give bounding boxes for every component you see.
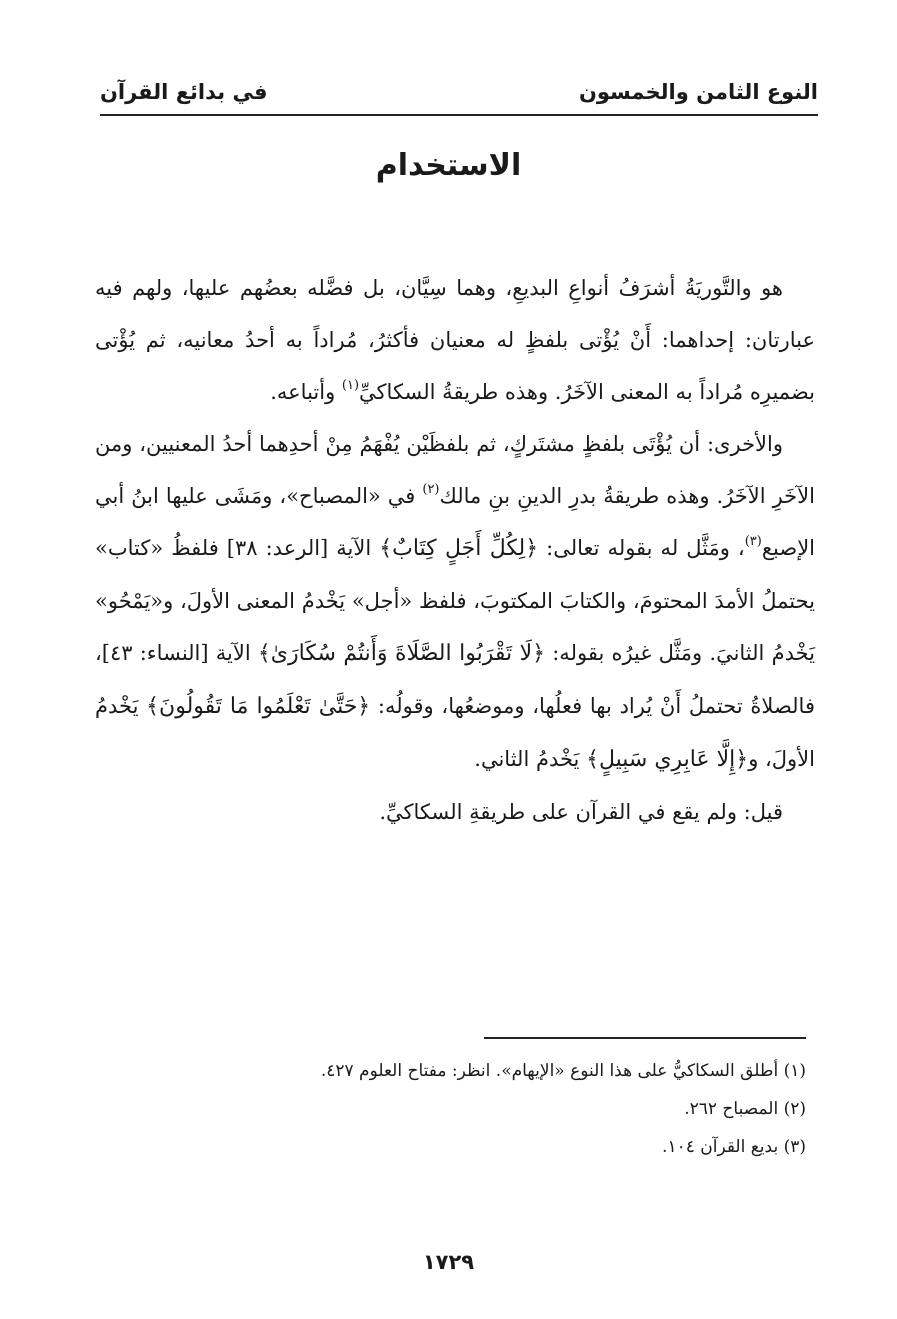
footnote-ref-1: (١) (341, 378, 360, 393)
paragraph-1 (95, 262, 815, 418)
footnote-ref-3: (٣) (744, 534, 762, 549)
header-chapter-title: النوع الثامن والخمسون (578, 80, 818, 104)
quran-verse-4: ﴿إِلَّا عَابِرِي سَبِيلٍ﴾ (586, 747, 749, 772)
paragraph-2-text-a: والأخرى: أن يُؤْتَى بلفظٍ مشتَركٍ، ثم بلفظَيْن يُفْهَمُ مِنْ أحدِهما أحدُ المعنيين، ومن الآخَرِ الآخَرُ. وهذه طريقةُ بدرِ الدينِ بنِ مالك (95, 432, 815, 508)
paragraph-2-text-d: الآية [الرعد: ٣٨] فلفظُ «كتاب» يحتملُ الأمدَ المحتومَ، والكتابَ المكتوبَ، فلفظ «أجل» يَخْدمُ المعنى الأولَ، و«يَمْحُو» يَخْدمُ الثانيَ. ومَثَّل غيرُه بقوله: (95, 536, 815, 665)
footnotes (106, 1052, 806, 1166)
footnote-divider (484, 1037, 806, 1039)
paragraph-2-text-f: يَخْدمُ الأولَ، و (95, 694, 815, 771)
section-title: الاستخدام (375, 148, 522, 183)
footnote-2: (٢) المصباح ٢٦٢. (684, 1099, 806, 1119)
footnote-1: (١) أطلق السكاكيُّ على هذا النوع «الإيهام». انظر: مفتاح العلوم ٤٢٧. (320, 1061, 806, 1081)
footnote-ref-2: (٢) (422, 482, 440, 497)
paragraph-2-text-b: في «المصباح»، ومَشَى عليها ابنُ أبي الإصبع (95, 484, 815, 560)
paragraph-2-text-g: يَخْدمُ الثاني. (474, 747, 587, 771)
quran-verse-3: ﴿حَتَّىٰ تَعْلَمُوا مَا تَقُولُونَ﴾ (146, 694, 371, 719)
paragraph-2-text-c: ، ومَثَّل له بقوله تعالى: (538, 536, 745, 560)
paragraph-1-text-b: وأتباعه. (270, 380, 342, 404)
paragraph-3: قيل: ولم يقع في القرآن على طريقةِ السكاكيِّ. (379, 800, 783, 824)
quran-verse-1: ﴿لِكُلِّ أَجَلٍ كِتَابٌ﴾ (379, 536, 539, 561)
paragraph-1-text-a: هو والتَّوريَةُ أشرَفُ أنواعِ البديعِ، وهما سِيَّان، بل فضَّله بعضُهم عليها، ولهم فيه عبارتان: إحداهما: أَنْ يُؤْتى بلفظٍ له معنيان فأكثرُ، مُراداً به أحدُ معانيه، ثم يُؤْتى بضميرِه مُراداً به المعنى الآخَرُ. وهذه طريقةُ السكاكيِّ (95, 276, 815, 404)
footnote-3: (٣) بديع القرآن ١٠٤. (662, 1137, 806, 1157)
quran-verse-2: ﴿لَا تَقْرَبُوا الصَّلَاةَ وَأَنتُمْ سُكَارَىٰ﴾ (257, 641, 546, 666)
page-number: ١٧٢٩ (422, 1250, 475, 1274)
paragraph-2 (95, 418, 815, 786)
header-book-title: في بدائع القرآن (100, 80, 268, 104)
paragraph-2-text-e: الآية [النساء: ٤٣]، فالصلاةُ تحتملُ أَنْ يُراد بها فعلُها، وموضعُها، وقولُه: (95, 641, 815, 718)
running-header (100, 74, 818, 116)
body-text (95, 262, 815, 838)
